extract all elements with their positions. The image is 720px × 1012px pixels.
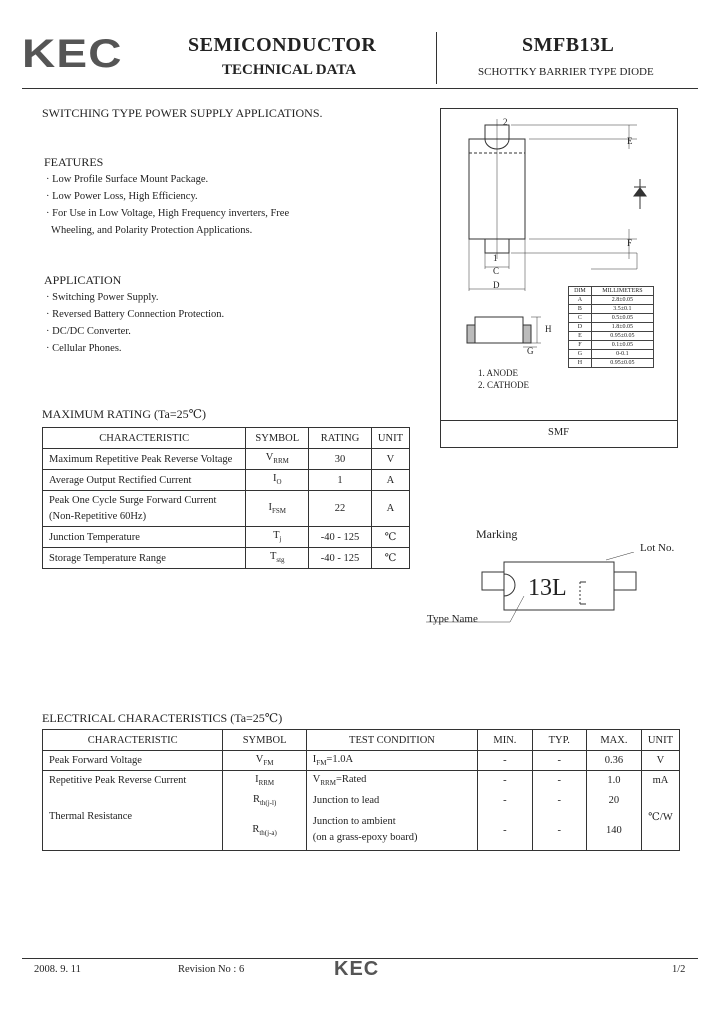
dim-key: B [569,305,592,314]
max-rating-heading: MAXIMUM RATING (Ta=25℃) [42,407,207,421]
application-item: · Reversed Battery Connection Protection. [46,309,225,320]
header-title: SEMICONDUCTOR [188,34,377,56]
table-row: Junction Temperature $T_j$ -40 - 125 ℃ [43,527,410,548]
dim-label-2: 2 [503,117,508,127]
electrical-heading: ELECTRICAL CHARACTERISTICS (Ta=25℃) [42,711,283,725]
col-header: UNIT [371,428,409,449]
footer-revision: Revision No : 6 [178,964,245,975]
table-row: Peak Forward Voltage $V_{FM}$ $I_{FM}=1.0A$ - - 0.36 V [43,751,680,771]
col-header: CHARACTERISTIC [43,730,223,751]
marking-title: Marking [476,527,518,541]
dim-key: D [569,323,592,332]
dim-value: 3.5±0.1 [591,305,653,314]
dim-label-d: D [493,280,500,290]
header-divider [436,32,437,84]
dim-label-c: C [493,266,500,276]
table-row: Storage Temperature Range $T_{stg}$ -40 - 125 ℃ [43,548,410,569]
table-row: Average Output Rectified Current $I_O$ 1 A [43,470,410,491]
dim-label-f: F [627,238,633,248]
dim-label-1: 1 [493,253,498,263]
application-item: · DC/DC Converter. [46,326,131,337]
type-name-label: Type Name [427,613,478,625]
col-header: CHARACTERISTIC [43,428,246,449]
footer-page-number: 1/2 [672,964,686,975]
dim-label-g: G [527,346,534,356]
col-header: TEST CONDITION [306,730,477,751]
table-row: Peak One Cycle Surge Forward Current (Non-Repetitive 60Hz) $I_{FSM}$ 22 A [43,491,410,527]
device-type: SCHOTTKY BARRIER TYPE DIODE [478,66,654,78]
dim-key: C [569,314,592,323]
col-header: UNIT [641,730,679,751]
table-row: Thermal Resistance $R_{th(j-a)}$ Junction to ambient (on a grass-epoxy board) - - 140 ℃/W [43,811,680,851]
table-row: Repetitive Peak Reverse Current $I_{RRM}$ $V_{RRM}=Rated$ - - 1.0 mA [43,771,680,791]
part-number: SMFB13L [522,34,615,56]
dim-header: MILLIMETERS [591,287,653,296]
dim-value: 0.95±0.05 [591,332,653,341]
application-heading: APPLICATION [44,273,122,287]
col-header: SYMBOL [223,730,306,751]
dim-key: E [569,332,592,341]
kec-logo: KEC [22,32,123,76]
package-name: SMF [548,427,570,438]
dim-key: A [569,296,592,305]
package-side-view [467,317,541,347]
footer-kec-logo: KEC [334,958,380,980]
application-item: · Switching Power Supply. [46,292,159,303]
application-title: SWITCHING TYPE POWER SUPPLY APPLICATIONS. [42,106,323,120]
footer-date: 2008. 9. 11 [34,964,81,975]
feature-item: · For Use in Low Voltage, High Frequency inverters, Free [46,208,290,219]
table-row: Maximum Repetitive Peak Reverse Voltage $V_{RRM}$ 30 V [43,449,410,470]
dim-value: 2.8±0.05 [591,296,653,305]
dim-value: 0.95±0.05 [591,359,653,368]
dim-header: DIM [569,287,592,296]
lot-number-label: Lot No. [640,542,675,554]
features-heading: FEATURES [44,155,104,169]
table-row: $R_{th(j-l)}$ Junction to lead - - 20 [43,791,680,811]
dim-label-h: H [545,324,552,334]
col-header: MAX. [586,730,641,751]
package-outline-drawing [441,109,675,419]
dim-value: 1.8±0.05 [591,323,653,332]
diode-symbol-icon [634,179,646,209]
dim-key: F [569,341,592,350]
dim-value: 0-0.1 [591,350,653,359]
col-header: RATING [309,428,372,449]
col-header: TYP. [532,730,586,751]
dim-key: H [569,359,592,368]
feature-item: · Low Power Loss, High Efficiency. [46,191,198,202]
max-rating-table [42,427,410,569]
package-name-divider [440,420,678,421]
header-rule [22,88,698,89]
electrical-table [42,729,680,851]
header-subtitle: TECHNICAL DATA [222,62,357,78]
col-header: MIN. [478,730,532,751]
pin-cathode-label: 2. CATHODE [478,380,529,390]
feature-item: · Low Profile Surface Mount Package. [46,174,209,185]
dimension-table [568,286,654,368]
pin-anode-label: 1. ANODE [478,368,518,378]
dim-value: 0.5±0.05 [591,314,653,323]
col-header: SYMBOL [246,428,309,449]
dim-value: 0.1±0.05 [591,341,653,350]
marking-code: 13L [528,575,567,601]
feature-item: Wheeling, and Polarity Protection Applications. [46,225,253,236]
dim-key: G [569,350,592,359]
application-item: · Cellular Phones. [46,343,122,354]
dim-label-e: E [627,136,633,146]
